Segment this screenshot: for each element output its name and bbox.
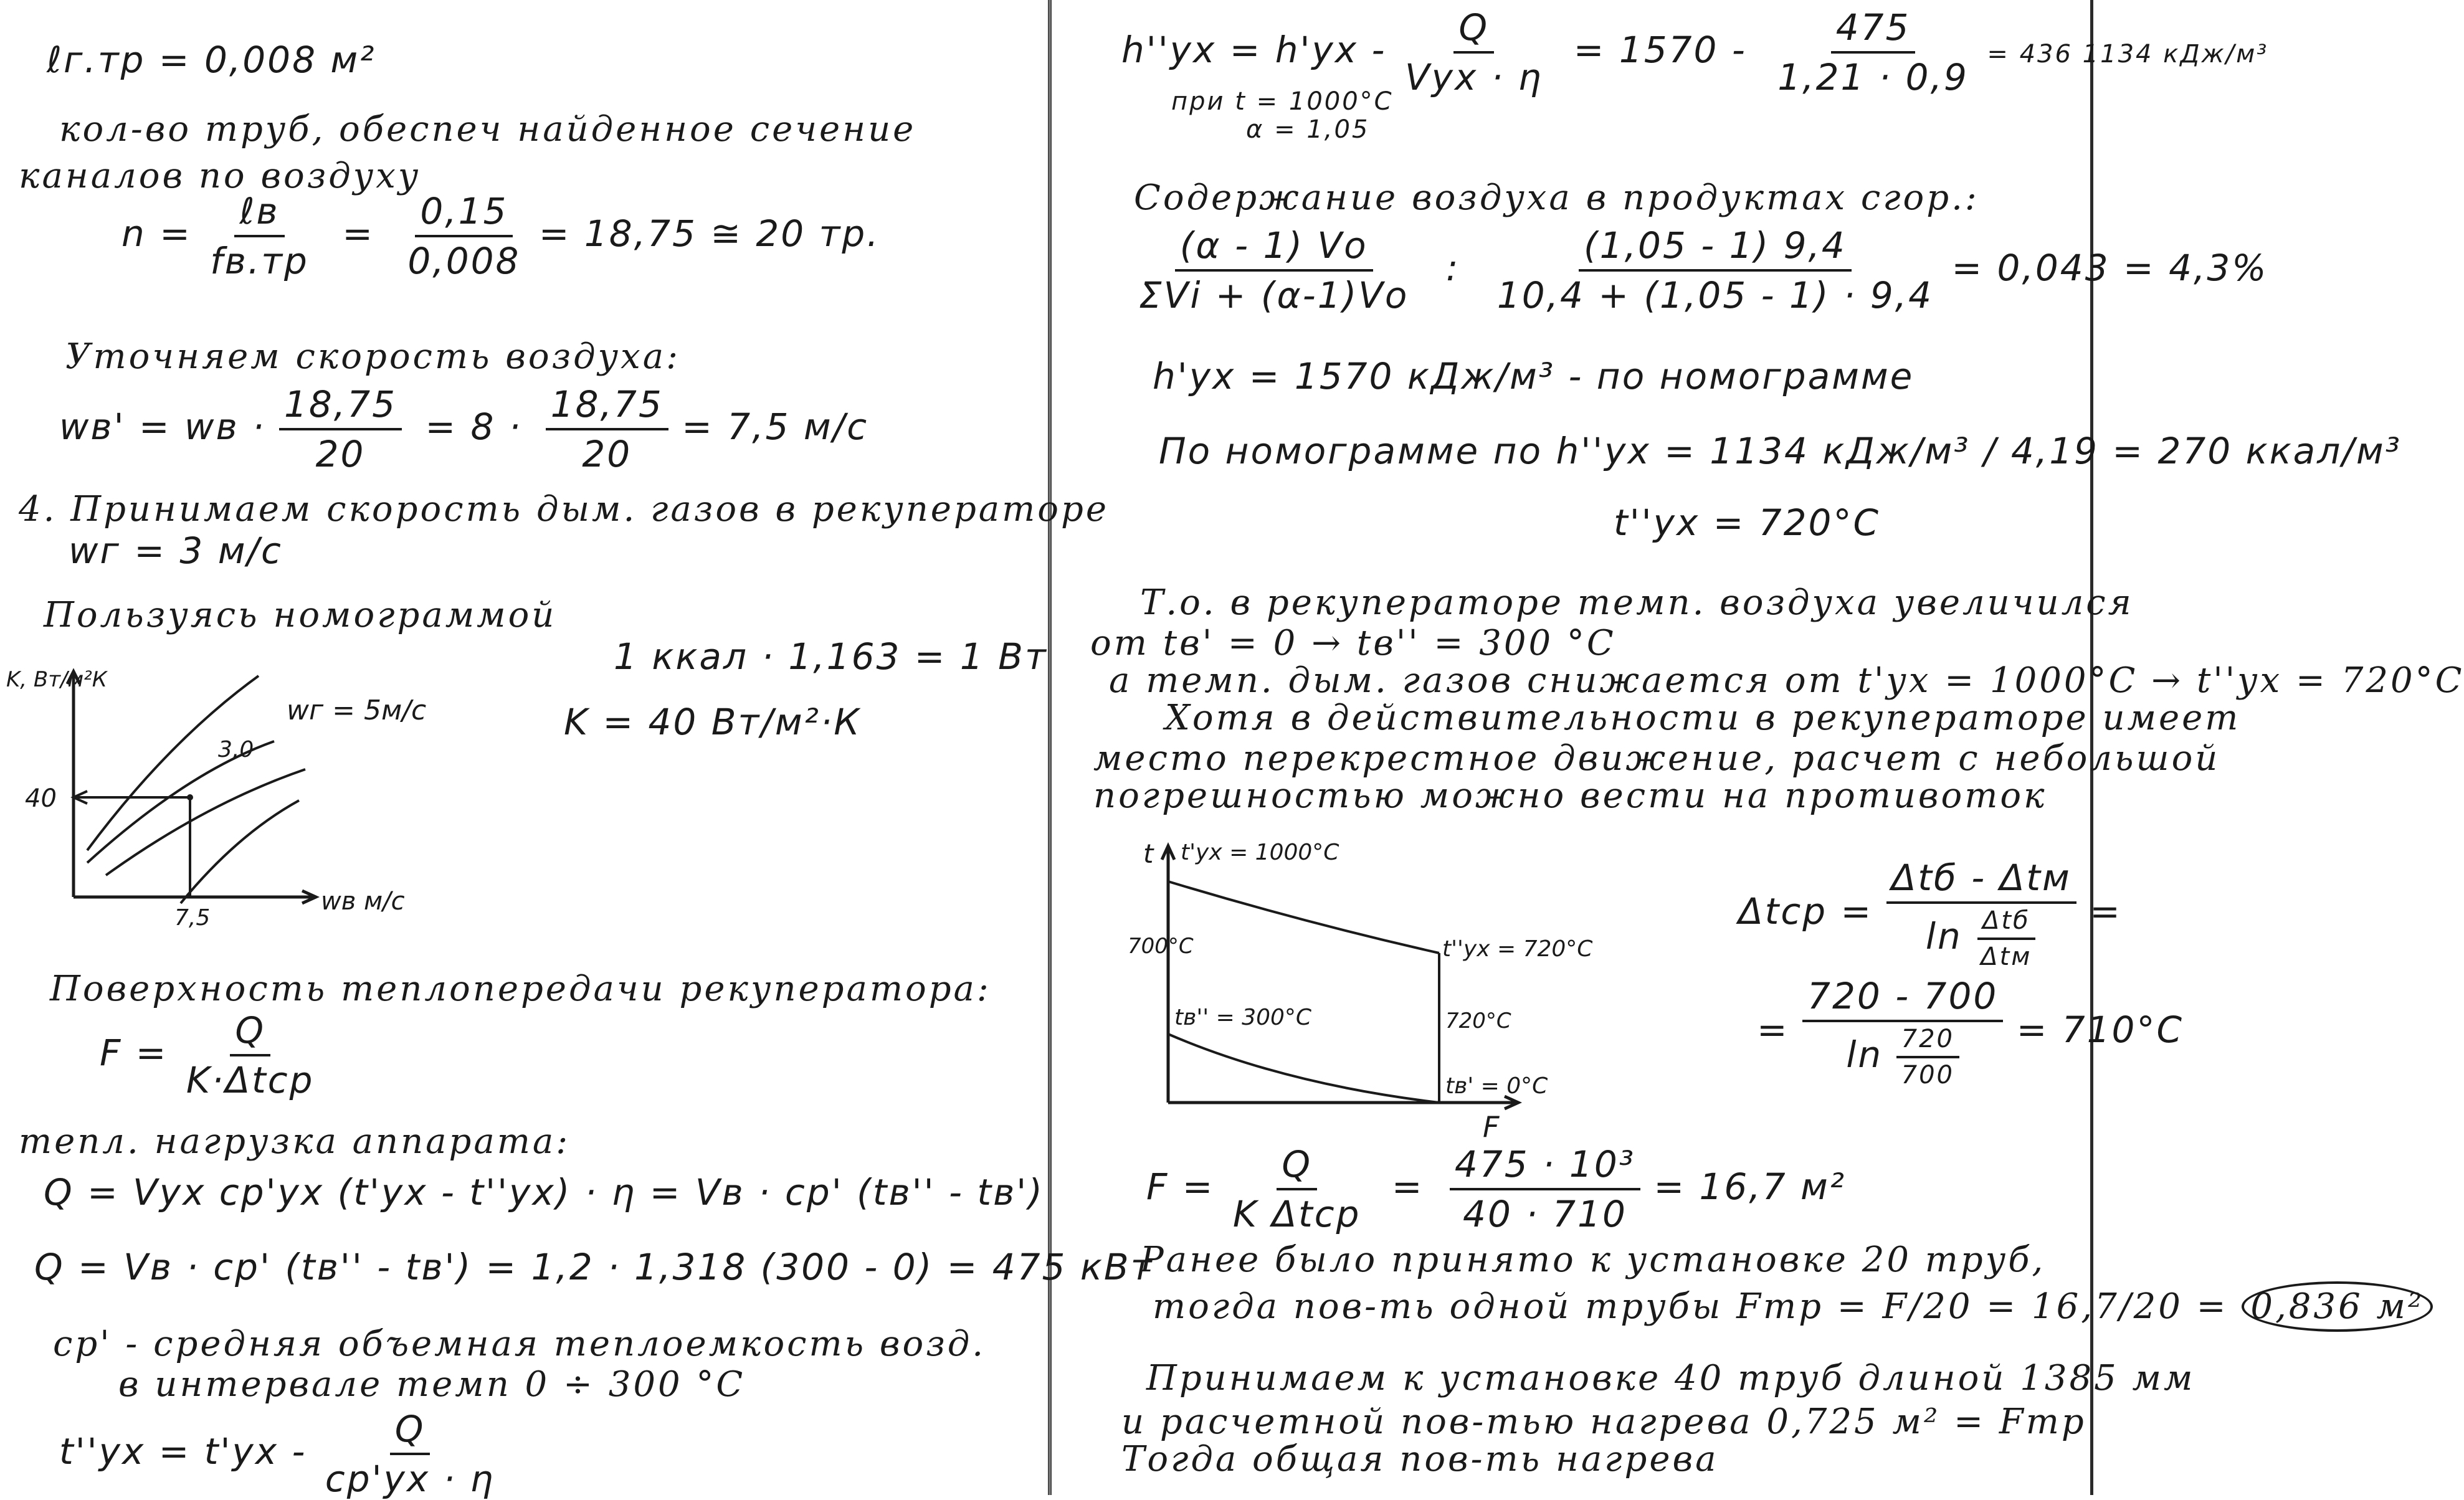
k-value: K = 40 Вт/м²·К bbox=[564, 701, 862, 743]
air-speed-heading: Уточняем скорость воздуха: bbox=[65, 336, 680, 377]
outlet-enthalpy: По номограмме по h''ух = 1134 кДж/м³ / 4,19 = 270 ккал/м³ bbox=[1159, 430, 2402, 472]
x-axis-label: wв м/с bbox=[321, 887, 405, 916]
specific-heat-note-1: cp' - средняя объемная теплоемкость возд. bbox=[53, 1324, 986, 1364]
x-tick-7-5: 7,5 bbox=[174, 905, 211, 931]
air-content-formula: $\frac{(\alpha - 1) Vо}{\text{ΣVi + (α-1)Vо}}$ : $\frac{(1,05 - 1) 9,4}{10,4 + (1,05 - 1) \cdot 9,4}$ = 0,043 = 4,3% bbox=[1139, 224, 2268, 316]
air-outlet-temp-label: tв'' = 300°С bbox=[1174, 1005, 1312, 1030]
summary-line-2: от tв' = 0 → tв'' = 300 °С bbox=[1090, 623, 1616, 663]
left-page bbox=[0, 0, 1154, 1500]
operating-point bbox=[187, 794, 193, 800]
gas-speed-text: 4. Принимаем скорость дым. газов в рекуператоре bbox=[19, 489, 1109, 529]
gas-speed-curve-label: wг = 5м/с bbox=[287, 695, 427, 726]
tubes-note-2: тогда пов-ть одной трубы Fтр = F/20 = 16,7/20 = 0,836 м² bbox=[1153, 1286, 2433, 1327]
tubes-count-text-2: каналов по воздуху bbox=[19, 156, 421, 196]
tubes-note-5: Тогда общая пов-ть нагрева bbox=[1121, 1439, 1719, 1479]
summary-line-3: а темп. дым. газов снижается от t'ух = 1000°С → t''ух = 720°С bbox=[1109, 660, 2464, 701]
lmtd-formula: Δtср = Δtб - Δtм ln $\frac{\text{Δtб}}{\text{Δtм}}$ = bbox=[1738, 857, 2122, 971]
flue-inlet-temp-label: t'ух = 1000°С bbox=[1181, 840, 1339, 865]
summary-line-4: Хотя в действительности в рекуператоре имеет bbox=[1165, 698, 2241, 738]
heat-load-value: Q = Vв · cp' (tв'' - tв') = 1,2 · 1,318 (300 - 0) = 475 кВт bbox=[34, 1246, 1154, 1288]
nomogram-graph bbox=[0, 648, 473, 941]
outlet-flue-temp: t''ух = 720°С bbox=[1614, 501, 1880, 544]
heat-load-balance: Q = Vух cp'ух (t'ух - t''ух) · η = Vв · cp' (tв'' - tв') bbox=[44, 1171, 1044, 1213]
tubes-count-text-1: кол-во труб, обеспеч найденное сечение bbox=[59, 109, 916, 150]
n-result: = 18,75 ≅ 20 тр. bbox=[538, 212, 880, 255]
flue-gas-curve bbox=[1168, 881, 1439, 953]
flue-out-temp-formula: t''ух = t'ух - $\frac{Q}{cp'ух \cdot \eta}$ bbox=[59, 1408, 495, 1500]
flue-outlet-temp-label: t''ух = 720°С bbox=[1442, 936, 1593, 962]
tube-area-line: ℓг.тр = 0,008 м² bbox=[47, 39, 376, 81]
y-tick-40: 40 bbox=[25, 784, 57, 813]
tubes-note-4: и расчетной пов-тью нагрева 0,725 м² = Fтр bbox=[1121, 1402, 2086, 1442]
right-page bbox=[1059, 0, 2464, 1495]
air-inlet-temp-label: tв' = 0°С bbox=[1445, 1073, 1548, 1099]
tubes-note-3: Принимаем к установке 40 труб длиной 1385 мм bbox=[1146, 1358, 2195, 1398]
nomogram-curve-1 bbox=[87, 676, 259, 850]
summary-line-5: место перекрестное движение, расчет с небольшой bbox=[1093, 738, 2220, 779]
air-curve bbox=[1168, 1034, 1439, 1103]
counterflow-diagram bbox=[1128, 828, 1688, 1159]
enthalpy-formula: h''ух = h'ух - $\frac{Q}{\text{Vух · η}}$ = 1570 - $\frac{475}{1,21 \cdot 0,9}$ = 436 1134 кДж/м³ bbox=[1121, 6, 2269, 98]
summary-line-1: Т.о. в рекуператоре темп. воздуха увеличился bbox=[1140, 582, 2134, 623]
heat-surface-formula: F = $\frac{Q}{\text{K·Δtср}}$ bbox=[100, 1009, 315, 1101]
nomogram-text: Пользуясь номограммой bbox=[44, 595, 557, 635]
summary-line-6: погрешностью можно вести на противоток bbox=[1093, 776, 2047, 816]
kcal-conversion: 1 ккал · 1,163 = 1 Вт bbox=[614, 635, 1048, 678]
gas-speed-value: wг = 3 м/с bbox=[69, 529, 283, 572]
f-axis-label: F bbox=[1483, 1110, 1500, 1144]
heat-surface-heading: Поверхность теплопередачи рекуператора: bbox=[50, 969, 991, 1009]
surface-area-formula: F = $\frac{Q}{\text{K Δtср}}$ = $\frac{\text{475 · 10³}}{40 \cdot 710}$ = 16,7 м² bbox=[1146, 1143, 1847, 1235]
enthalpy-condition-alpha: α = 1,05 bbox=[1246, 115, 1370, 144]
n-fraction: $\frac{\text{ℓв}}{fв.тр}$ bbox=[210, 190, 309, 282]
air-speed-formula: wв' = wв · $\frac{18,75}{20}$ = 8 · $\frac{18,75}{20}$ = 7,5 м/с bbox=[59, 383, 869, 475]
single-tube-area-circled: 0,836 м² bbox=[2242, 1281, 2433, 1332]
right-720-label: 720°С bbox=[1445, 1009, 1511, 1033]
t-axis-label: t bbox=[1143, 838, 1154, 869]
curve-label-3: 3,0 bbox=[218, 737, 254, 762]
y-axis-label: K, Вт/м²К bbox=[6, 667, 107, 692]
lmtd-value: = 720 - 700 ln $\frac{720}{700}$ = 710°С bbox=[1757, 975, 2184, 1089]
inlet-enthalpy: h'ух = 1570 кДж/м³ - по номограмме bbox=[1153, 355, 1915, 397]
tubes-count-formula: n = $\frac{\text{ℓв}}{fв.тр}$ = $\frac{0,15}{0,008}$ = 18,75 ≅ 20 тр. bbox=[121, 190, 880, 282]
left-700-label: 700°С bbox=[1128, 934, 1194, 959]
air-content-heading: Содержание воздуха в продуктах сгор.: bbox=[1134, 178, 1979, 218]
tubes-note-1: Ранее было принято к установке 20 труб, bbox=[1140, 1240, 2046, 1280]
enthalpy-condition-temp: при t = 1000°С bbox=[1171, 87, 1394, 116]
n-fraction-2: $\frac{0,15}{0,008}$ bbox=[407, 190, 521, 282]
specific-heat-note-2: в интервале темп 0 ÷ 300 °С bbox=[118, 1364, 746, 1405]
n-lhs: n = bbox=[121, 212, 192, 255]
heat-load-heading: тепл. нагрузка аппарата: bbox=[19, 1121, 571, 1162]
